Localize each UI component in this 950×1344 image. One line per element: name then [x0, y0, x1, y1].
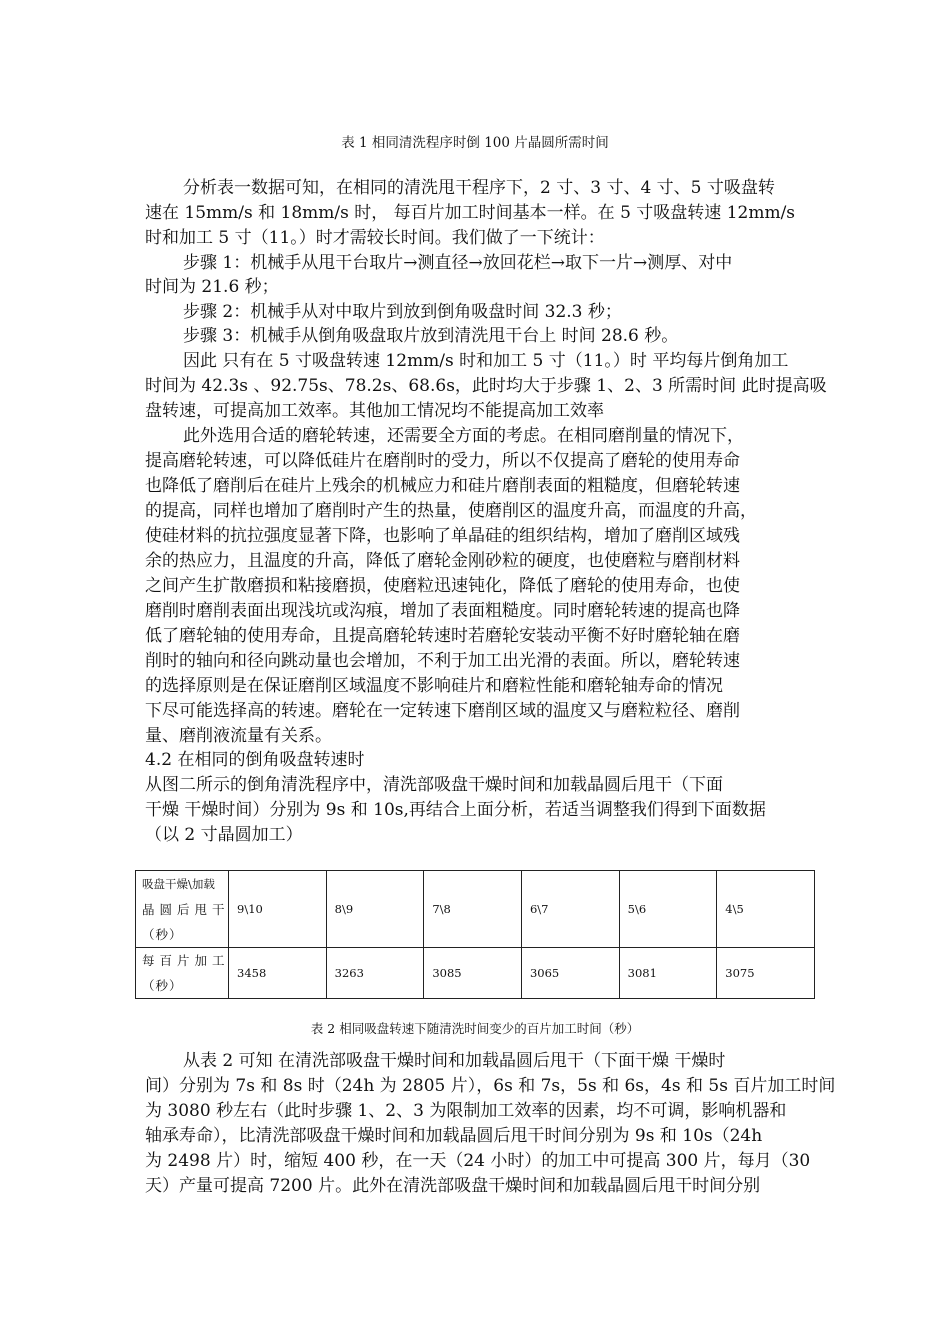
- processing-time-table: [135, 870, 815, 999]
- para3-line: 也降低了磨削后在硅片上残余的机械应力和硅片磨削表面的粗糙度，但磨轮转速: [145, 476, 740, 496]
- table-column-header: 5\6: [619, 871, 717, 948]
- para1-line: 分析表一数据可知，在相同的清洗甩干程序下，2 寸、3 寸、4 寸、5 寸吸盘转: [183, 178, 775, 198]
- para3-line: 的提高，同样也增加了磨削时产生的热量，使磨削区的温度升高，而温度的升高，: [145, 501, 757, 521]
- step3-line: 步骤 3：机械手从倒角吸盘取片放到清洗甩干台上 时间 28.6 秒。: [183, 326, 679, 346]
- table-header-label: [136, 871, 229, 948]
- para3-line: 余的热应力，且温度的升高，降低了磨轮金刚砂粒的硬度，也使磨粒与磨削材料: [145, 551, 740, 571]
- table-column-header: 6\7: [521, 871, 619, 948]
- para3-line: 提高磨轮转速，可以降低硅片在磨削时的受力，所以不仅提高了磨轮的使用寿命: [145, 451, 740, 471]
- para5-line: 为 3080 秒左右（此时步骤 1、2、3 为限制加工效率的因素，均不可调，影响机器和: [145, 1101, 787, 1121]
- para4-line: （以 2 寸晶圆加工）: [145, 825, 303, 845]
- para3-line: 的选择原则是在保证磨削区域温度不影响硅片和磨粒性能和磨轮轴寿命的情况: [145, 676, 723, 696]
- row-label-line: （秒）: [142, 978, 183, 993]
- para5-line: 为 2498 片）时，缩短 400 秒，在一天（24 小时）的加工中可提高 300 片，每月（30: [145, 1151, 811, 1171]
- para5-line: 轴承寿命），比清洗部吸盘干燥时间和加载晶圆后甩干时间分别为 9s 和 10s（24h: [145, 1126, 763, 1146]
- para1-line: 速在 15mm/s 和 18mm/s 时， 每百片加工时间基本一样。在 5 寸吸盘转速 12mm/s: [145, 203, 796, 223]
- para3-line: 之间产生扩散磨损和粘接磨损，使磨粒迅速钝化，降低了磨轮的使用寿命，也使: [145, 576, 740, 596]
- para4-line: 干燥 干燥时间）分别为 9s 和 10s,再结合上面分析，若适当调整我们得到下面数据: [145, 800, 766, 820]
- header-label-line: （秒）: [142, 926, 183, 942]
- para2-line: 时间为 42.3s 、92.75s、78.2s、68.6s，此时均大于步骤 1、2、3 所需时间 此时提高吸: [145, 376, 827, 396]
- table-column-header: 9\10: [229, 871, 327, 948]
- table-row: [136, 948, 815, 999]
- table1-caption: 表 1 相同清洗程序时倒 100 片晶圆所需时间: [341, 135, 609, 151]
- para5-line: 天）产量可提高 7200 片。此外在清洗部吸盘干燥时间和加载晶圆后甩干时间分别: [145, 1176, 761, 1196]
- para3-line: 使硅材料的抗拉强度显著下降，也影响了单晶硅的组织结构，增加了磨削区域残: [145, 526, 740, 546]
- header-label-line: 吸盘干燥\加载: [142, 876, 215, 891]
- step2-line: 步骤 2：机械手从对中取片到放到倒角吸盘时间 32.3 秒；: [183, 302, 622, 322]
- table-cell: 3085: [424, 948, 522, 999]
- table-cell: 3263: [326, 948, 424, 999]
- para3-line: 此外选用合适的磨轮转速，还需要全方面的考虑。在相同磨削量的情况下，: [183, 426, 744, 446]
- table-cell: 3075: [717, 948, 815, 999]
- para2-line: 因此 只有在 5 寸吸盘转速 12mm/s 时和加工 5 寸（11。）时 平均每片倒角加工: [183, 351, 789, 371]
- table-column-header: 4\5: [717, 871, 815, 948]
- table-cell: 3458: [229, 948, 327, 999]
- para3-line: 低了磨轮轴的使用寿命，且提高磨轮转速时若磨轮安装动平衡不好时磨轮轴在磨: [145, 626, 740, 646]
- table-cell: 3081: [619, 948, 717, 999]
- para4-line: 从图二所示的倒角清洗程序中，清洗部吸盘干燥时间和加载晶圆后甩干（下面: [145, 775, 723, 795]
- para1-line: 时和加工 5 寸（11。）时才需较长时间。我们做了一下统计：: [145, 228, 605, 248]
- table2-caption: 表 2 相同吸盘转速下随清洗时间变少的百片加工时间（秒）: [310, 1021, 640, 1036]
- step1-line: 步骤 1：机械手从甩干台取片→测直径→放回花栏→取下一片→测厚、对中: [183, 253, 733, 273]
- table-column-header: 7\8: [424, 871, 522, 948]
- para3-line: 下尽可能选择高的转速。磨轮在一定转速下磨削区域的温度又与磨粒粒径、磨削: [145, 701, 740, 721]
- header-label-line: 晶圆后甩干: [142, 901, 230, 917]
- para5-line: 从表 2 可知 在清洗部吸盘干燥时间和加载晶圆后甩干（下面干燥 干燥时: [183, 1051, 726, 1071]
- table-row-label: [136, 948, 229, 999]
- section-heading: 4.2 在相同的倒角吸盘转速时: [145, 750, 365, 770]
- row-label-line: 每百片加工: [142, 953, 230, 968]
- para5-line: 间）分别为 7s 和 8s 时（24h 为 2805 片），6s 和 7s，5s 和 6s，4s 和 5s 百片加工时间: [145, 1076, 836, 1096]
- para3-line: 量、磨削液流量有关系。: [145, 726, 332, 746]
- para3-line: 削时的轴向和径向跳动量也会增加，不利于加工出光滑的表面。所以，磨轮转速: [145, 651, 740, 671]
- para2-line: 盘转速，可提高加工效率。其他加工情况均不能提高加工效率: [145, 401, 604, 421]
- para3-line: 磨削时磨削表面出现浅坑或沟痕，增加了表面粗糙度。同时磨轮转速的提高也降: [145, 601, 740, 621]
- table-header-row: [136, 871, 815, 948]
- step1-line: 时间为 21.6 秒；: [145, 277, 279, 297]
- table-cell: 3065: [521, 948, 619, 999]
- table-column-header: 8\9: [326, 871, 424, 948]
